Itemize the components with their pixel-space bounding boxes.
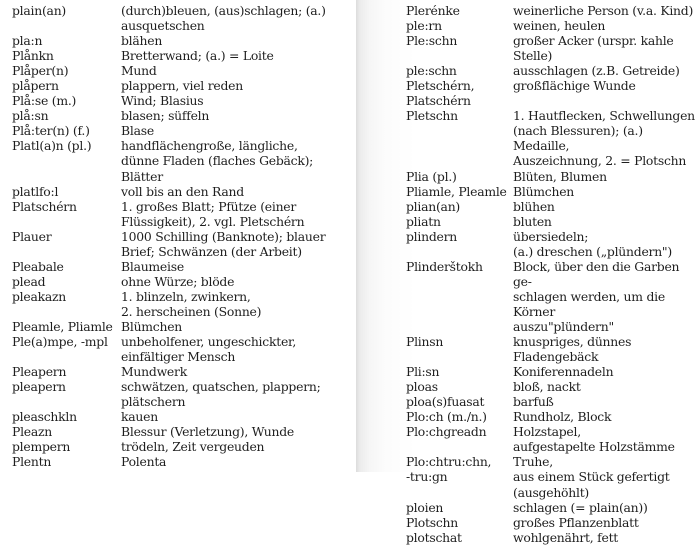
dictionary-entry	[406, 454, 697, 499]
headword: plindern	[406, 228, 458, 244]
headword: Plentn	[12, 454, 52, 470]
dictionary-entry	[406, 33, 697, 63]
dictionary-entry	[12, 229, 353, 259]
dictionary-entry	[406, 184, 697, 199]
headword: plian(an)	[406, 198, 461, 214]
headword: ploas	[406, 379, 438, 395]
headword: plotschat	[406, 529, 462, 545]
dictionary-entry	[12, 409, 353, 424]
definition: Truhe, aus einem Stück gefertigt (ausgehöhlt)	[513, 454, 670, 500]
definition: barfuß	[513, 394, 554, 410]
definition: weinerliche Person (v.a. Kind)	[513, 3, 694, 18]
dictionary-entry	[12, 123, 353, 138]
headword: Plinderštokh	[406, 258, 483, 274]
definition: Mundwerk	[121, 364, 187, 380]
headword: platlfo:l	[12, 183, 59, 199]
definition: ausschlagen (z.B. Getreide)	[513, 63, 680, 79]
headword: plain(an)	[12, 3, 67, 18]
definition: handflächengroße, längliche, dünne Fladen (flaches Gebäck); Blätter	[121, 138, 314, 184]
dictionary-entry	[12, 259, 353, 274]
entry-list-left	[12, 3, 353, 469]
dictionary-entry	[406, 379, 697, 394]
dictionary-entry	[12, 379, 353, 409]
headword: Pliamle, Pleamle	[406, 183, 507, 199]
definition: knuspriges, dünnes Fladengebäck	[513, 334, 632, 365]
dictionary-entry	[406, 515, 697, 530]
headword: Plo:chgreadn	[406, 424, 487, 440]
definition: Mund	[121, 63, 157, 79]
dictionary-entry	[12, 424, 353, 439]
definition: Blüten, Blumen	[513, 168, 607, 184]
definition: weinen, heulen	[513, 18, 606, 34]
definition: großes Pflanzenblatt	[513, 514, 639, 530]
headword: Pleazn	[12, 424, 53, 440]
headword: plempern	[12, 439, 71, 455]
definition: blühen	[513, 198, 555, 214]
headword: ple:rn	[406, 18, 442, 34]
dictionary-entry	[12, 108, 353, 123]
dictionary-entry	[12, 274, 353, 289]
dictionary-entry	[12, 3, 353, 33]
headword: Platschérn	[12, 198, 77, 214]
dictionary-entry	[406, 3, 697, 18]
definition: trödeln, Zeit vergeuden	[121, 439, 265, 455]
definition: 1. blinzeln, zwinkern, 2. herscheinen (Sonne)	[121, 288, 262, 319]
headword: Ple(a)mpe, -mpl	[12, 334, 108, 350]
definition: (durch)bleuen, (aus)schlagen; (a.) ausquetschen	[121, 3, 326, 34]
definition: Blaumeise	[121, 258, 184, 274]
dictionary-entry	[406, 108, 697, 168]
headword: ploien	[406, 499, 444, 515]
dictionary-entry	[406, 229, 697, 259]
definition: plappern, viel reden	[121, 78, 243, 94]
dictionary-entry	[406, 259, 697, 334]
dictionary-entry	[12, 138, 353, 183]
headword: pleakazn	[12, 288, 67, 304]
definition: 1. großes Blatt; Pfütze (einer Flüssigkeit), 2. vgl. Pletschérn	[121, 198, 305, 229]
headword: Plauer	[12, 228, 52, 244]
headword: ple:schn	[406, 63, 457, 79]
dictionary-entry	[12, 439, 353, 454]
headword: Plo:chtru:chn, -tru:gn	[406, 454, 492, 485]
definition: Blümchen	[121, 318, 183, 334]
definition: übersiedeln; (a.) dreschen („plündern")	[513, 228, 672, 259]
headword: Plotschn	[406, 514, 458, 530]
definition: voll bis an den Rand	[121, 183, 244, 199]
dictionary-entry	[406, 169, 697, 184]
dictionary-entry	[406, 199, 697, 214]
right-page	[356, 0, 697, 545]
headword: ploa(s)fuasat	[406, 394, 485, 410]
dictionary-entry	[12, 33, 353, 48]
definition: Blessur (Verletzung), Wunde	[121, 424, 294, 440]
definition: 1000 Schilling (Banknote); blauer Brief; Schwänzen (der Arbeit)	[121, 228, 326, 259]
dictionary-entry	[12, 184, 353, 199]
definition: Wind; Blasius	[121, 93, 204, 109]
headword: Pli:sn	[406, 364, 440, 380]
headword: Pleamle, Pliamle	[12, 318, 113, 334]
definition: Blümchen	[513, 183, 575, 199]
dictionary-entry	[12, 63, 353, 78]
definition: großflächige Wunde	[513, 78, 636, 94]
definition: unbeholfener, ungeschickter, einfältiger Mensch	[121, 334, 297, 365]
left-page	[0, 0, 356, 472]
dictionary-entry	[12, 364, 353, 379]
dictionary-entry	[12, 48, 353, 63]
headword: Pleapern	[12, 364, 67, 380]
dictionary-entry	[406, 334, 697, 364]
definition: 1. Hautflecken, Schwellungen (nach Blessuren); (a.) Medaille, Auszeichnung, 2. = Plotschn	[513, 108, 695, 169]
headword: plead	[12, 273, 46, 289]
headword: Platl(a)n (pl.)	[12, 138, 92, 154]
headword: Plå:se (m.)	[12, 93, 77, 109]
dictionary-entry	[406, 18, 697, 33]
definition: schlagen (= plain(an))	[513, 499, 648, 515]
definition: Holzstapel, aufgestapelte Holzstämme	[513, 424, 675, 455]
headword: pla:n	[12, 33, 43, 49]
headword: Plia (pl.)	[406, 168, 457, 184]
definition: großer Acker (urspr. kahle Stelle)	[513, 33, 674, 64]
definition: blähen	[121, 33, 163, 49]
headword: pleapern	[12, 379, 66, 395]
dictionary-entry	[406, 500, 697, 515]
headword: Plinsn	[406, 334, 444, 350]
headword: pleaschkln	[12, 409, 77, 425]
definition: Polenta	[121, 454, 167, 470]
headword: plåpern	[12, 78, 59, 94]
headword: Plånkn	[12, 48, 54, 64]
definition: Rundholz, Block	[513, 409, 612, 425]
dictionary-entry	[12, 454, 353, 469]
dictionary-entry	[406, 364, 697, 379]
headword: pliatn	[406, 213, 441, 229]
dictionary-entry	[12, 319, 353, 334]
headword: Pletschn	[406, 108, 458, 124]
dictionary-entry	[406, 63, 697, 78]
headword: Ple:schn	[406, 33, 458, 49]
definition: kauen	[121, 409, 158, 425]
definition: blasen; süffeln	[121, 108, 210, 124]
headword: Plo:ch (m./n.)	[406, 409, 487, 425]
definition: bloß, nackt	[513, 379, 581, 395]
definition: bluten	[513, 213, 552, 229]
definition: schwätzen, quatschen, plappern; plätschern	[121, 379, 321, 410]
entry-list-right	[406, 3, 697, 545]
definition: Koniferennadeln	[513, 364, 614, 380]
dictionary-entry	[406, 409, 697, 424]
dictionary-entry	[12, 334, 353, 364]
dictionary-entry	[406, 78, 697, 108]
dictionary-entry	[406, 424, 697, 454]
dictionary-entry	[406, 530, 697, 545]
headword: Plåper(n)	[12, 63, 69, 79]
dictionary-entry	[406, 214, 697, 229]
headword: Plå:ter(n) (f.)	[12, 123, 90, 139]
definition: ohne Würze; blöde	[121, 273, 235, 289]
definition: Bretterwand; (a.) = Loite	[121, 48, 274, 64]
headword: Pletschérn, Platschérn	[406, 78, 475, 109]
dictionary-entry	[12, 199, 353, 229]
definition: wohlgenährt, fett	[513, 529, 619, 545]
headword: Plerénke	[406, 3, 460, 18]
definition: Block, über den die Garben ge- schlagen werden, um die Körner auszu"plündern"	[513, 258, 680, 334]
headword: plå:sn	[12, 108, 49, 124]
dictionary-entry	[12, 78, 353, 93]
headword: Pleabale	[12, 258, 64, 274]
dictionary-entry	[12, 289, 353, 319]
definition: Blase	[121, 123, 154, 139]
dictionary-entry	[12, 93, 353, 108]
dictionary-entry	[406, 394, 697, 409]
